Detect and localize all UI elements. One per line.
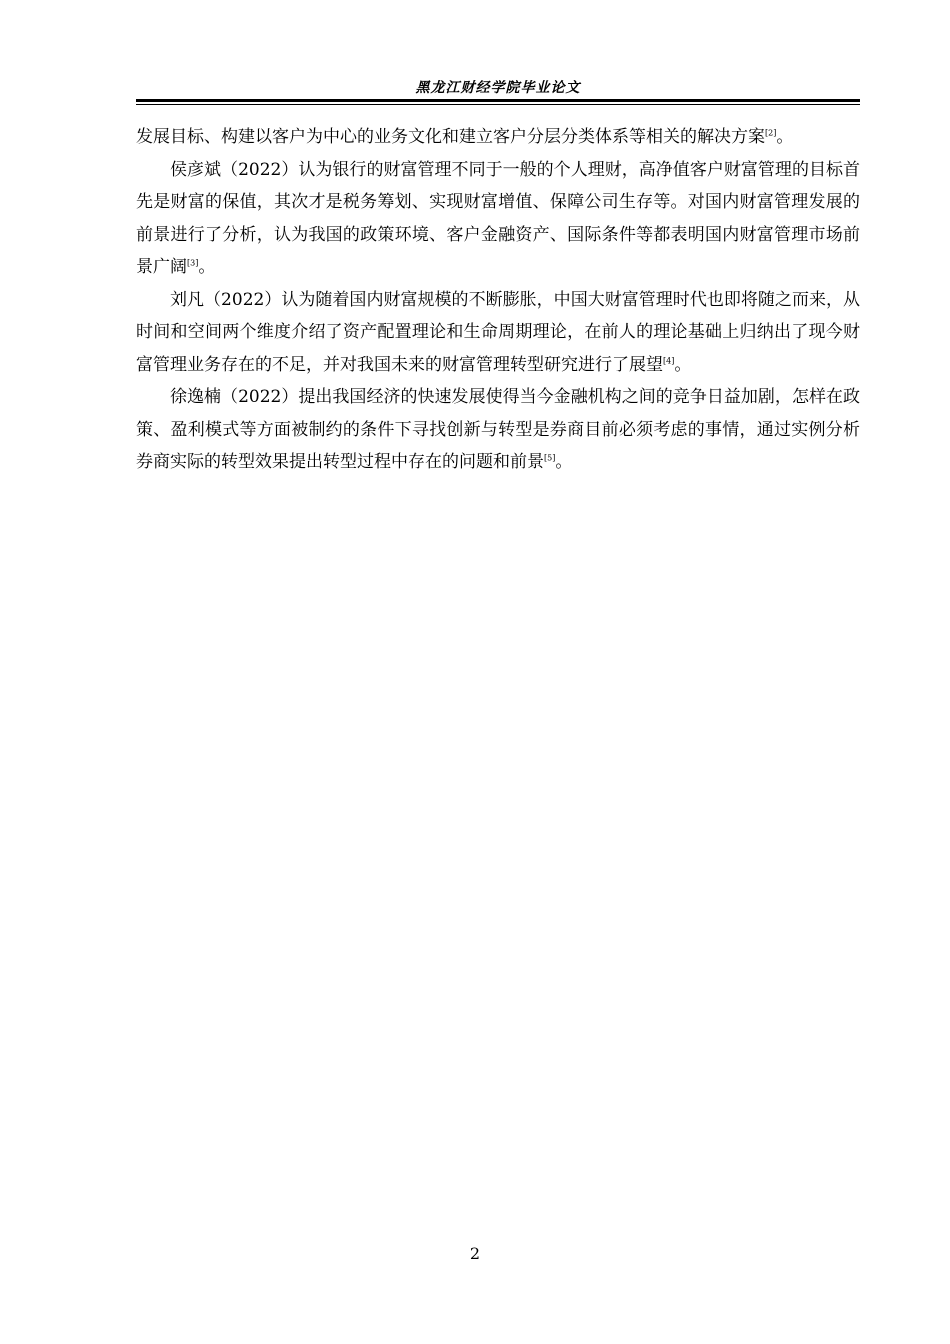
paragraph-liu-fan — [136, 284, 860, 382]
paragraph-hou-yanbin — [136, 154, 860, 284]
paragraph-text: 发展目标、构建以客户为中心的业务文化和建立客户分层分类体系等相关的解决方案 — [136, 127, 765, 147]
citation-ref: [4] — [663, 355, 675, 365]
body-text — [136, 121, 860, 479]
paragraph-tail: 。 — [674, 354, 692, 375]
paragraph-text: 侯彦斌（2022）认为银行的财富管理不同于一般的个人理财，高净值客户财富管理的目标首先是财富的保值，其次才是税务筹划、实现财富增值、保障公司生存等。对国内财富管理发展的前景进行了分析，认为我国的政策环境、客户金融资产、国际条件等都表明国内财富管理市场前景广阔 — [136, 159, 860, 277]
paragraph-tail: 。 — [776, 127, 794, 147]
paragraph-xu-yinan — [136, 381, 860, 479]
citation-ref: [3] — [187, 258, 199, 268]
header-rule-thin — [136, 104, 860, 105]
citation-ref: [2] — [765, 128, 777, 138]
paragraph-tail: 。 — [198, 257, 216, 277]
page-number: 2 — [469, 1244, 481, 1263]
paragraph-tail: 。 — [555, 452, 573, 472]
header-rule-thick — [136, 99, 860, 102]
running-header-title: 黑龙江财经学院毕业论文 — [415, 80, 581, 96]
paragraph-continuation — [136, 121, 860, 154]
citation-ref: [5] — [544, 453, 556, 463]
paragraph-text: 刘凡（2022）认为随着国内财富规模的不断膨胀，中国大财富管理时代也即将随之而来，从时间和空间两个维度介绍了资产配置理论和生命周期理论，在前人的理论基础上归纳出了现今财富管理业务存在的不足，并对我国未来的财富管理转型研究进行了展望 — [136, 289, 860, 375]
paragraph-text: 徐逸楠（2022）提出我国经济的快速发展使得当今金融机构之间的竞争日益加剧，怎样在政策、盈利模式等方面被制约的条件下寻找创新与转型是券商目前必须考虑的事情，通过实例分析券商实际的转型效果提出转型过程中存在的问题和前景 — [136, 387, 860, 472]
